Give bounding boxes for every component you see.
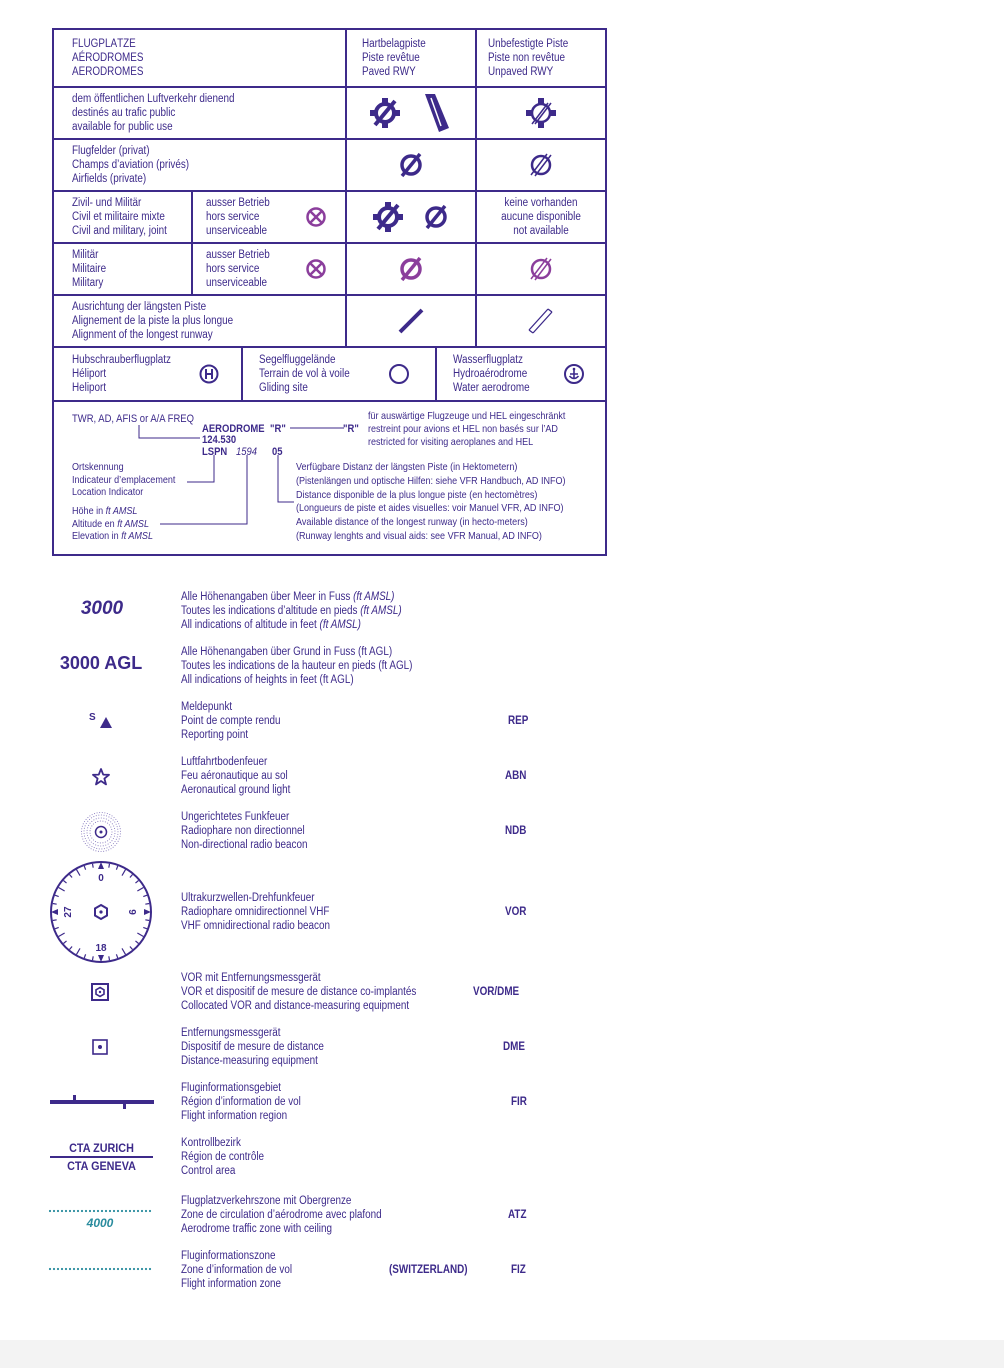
vor-compass-rose-icon xyxy=(49,860,153,964)
vor-dme-description: VOR mit Entfernungsmessgerät VOR et dispositif de mesure de distance co-implantés Collocated VOR and distance-measuring equipment xyxy=(181,972,417,1012)
civil-military-paved-symbols xyxy=(346,191,476,243)
fiz-abbreviation: FIZ xyxy=(511,1264,526,1276)
joint-aerodrome-icon xyxy=(372,201,404,233)
vor-abbreviation: VOR xyxy=(505,906,527,918)
row-longest-runway: Ausrichtung der längsten Piste Alignement de la piste la plus longue Alignment of the longest runway xyxy=(53,295,346,347)
row-special-aerodromes xyxy=(53,347,606,401)
ground-light-description: Luftfahrtbodenfeuer Feu aéronautique au sol Aeronautical ground light xyxy=(181,756,291,796)
heliport-icon xyxy=(199,364,219,384)
longest-runway-unpaved xyxy=(476,295,606,347)
header-unpaved: Unbefestigte Piste Piste non revêtue Unpaved RWY xyxy=(476,29,606,87)
restricted-note: für auswärtige Flugzeuge und HEL eingeschränkt restreint pour avions et HEL non basés sur l’AD restricted for visiting aeroplanes and HEL xyxy=(368,410,566,448)
vor-description: Ultrakurzwellen-Drehfunkfeuer Radiophare omnidirectionnel VHF VHF omnidirectional radio beacon xyxy=(181,892,330,932)
atz-description: Flugplatzverkehrszone mit Obergrenze Zone de circulation d’aérodrome avec plafond Aerodrome traffic zone with ceiling xyxy=(181,1195,382,1235)
page-bottom-band xyxy=(0,1340,1004,1368)
airfield-unpaved-icon xyxy=(527,151,555,179)
water-aerodrome-cell: Wasserflugplatz Hydroaérodrome Water aerodrome xyxy=(437,348,605,400)
svg-text:0: 0 xyxy=(98,873,104,884)
reporting-point-description: Meldepunkt Point de compte rendu Reporting point xyxy=(181,701,281,741)
public-unpaved-symbols xyxy=(476,87,606,139)
vor-dme-icon xyxy=(91,983,109,1001)
cta-boundary-symbol: CTA ZURICH CTA GENEVA xyxy=(50,1141,153,1173)
star-icon xyxy=(92,768,110,786)
fir-description: Fluginformationsgebiet Région d’information de vol Flight information region xyxy=(181,1082,301,1122)
private-paved-symbol xyxy=(346,139,476,191)
ndb-icon xyxy=(80,811,122,853)
gliding-site-icon xyxy=(388,363,410,385)
aerodrome-legend-table xyxy=(52,28,607,556)
row-public-use: dem öffentlichen Luftverkehr dienend destinés au trafic public available for public use xyxy=(53,87,346,139)
dme-abbreviation: DME xyxy=(503,1041,525,1053)
height-description: Alle Höhenangaben über Grund in Fuss (ft AGL) Toutes les indications de la hauteur en pieds (ft AGL) All indications of heights in feet (ft AGL) xyxy=(181,646,413,686)
runway-alignment-paved-icon xyxy=(397,307,425,335)
fir-boundary-icon xyxy=(50,1094,154,1110)
altitude-description: Alle Höhenangaben über Meer in Fuss (ft AMSL) Toutes les indications d’altitude en pieds (ft AMSL) All indications of altitude in feet (ft AMSL) xyxy=(181,591,402,631)
military-unserviceable-icon xyxy=(305,258,327,280)
reporting-point-icon xyxy=(88,710,114,732)
header-paved: Hartbelagpiste Piste revêtue Paved RWY xyxy=(346,29,476,87)
military-unpaved-icon xyxy=(527,255,555,283)
svg-text:18: 18 xyxy=(95,943,107,954)
ndb-description: Ungerichtetes Funkfeuer Radiophare non directionnel Non-directional radio beacon xyxy=(181,811,308,851)
fiz-country-note: (SWITZERLAND) xyxy=(389,1264,468,1276)
runway-alignment-unpaved-icon xyxy=(527,307,555,335)
military-out-of-service: ausser Betrieb hors service unserviceable xyxy=(192,243,346,295)
ndb-abbreviation: NDB xyxy=(505,825,527,837)
airfield-paved-icon xyxy=(397,151,425,179)
fiz-description: Fluginformationszone Zone d’information de vol Flight information zone xyxy=(181,1250,293,1290)
svg-text:27: 27 xyxy=(63,906,74,918)
cta-description: Kontrollbezirk Région de contrôle Control area xyxy=(181,1137,265,1177)
gliding-cell: Segelfluggelände Terrain de vol à voile Gliding site xyxy=(243,348,437,400)
military-unpaved-symbol xyxy=(476,243,606,295)
military-paved-icon xyxy=(397,255,425,283)
dme-description: Entfernungsmessgerät Dispositif de mesure de distance Distance-measuring equipment xyxy=(181,1027,324,1067)
svg-text:S: S xyxy=(89,712,96,723)
aerodrome-unpaved-icon xyxy=(525,97,557,129)
fiz-boundary-icon xyxy=(48,1266,154,1272)
row-private: Flugfelder (privat) Champs d’aviation (privés) Airfields (private) xyxy=(53,139,346,191)
height-agl-symbol: 3000 AGL xyxy=(59,653,143,673)
abn-abbreviation: ABN xyxy=(505,770,527,782)
altitude-symbol: 3000 xyxy=(80,598,124,619)
runway-pattern-icon xyxy=(421,92,453,134)
dme-icon xyxy=(92,1039,108,1055)
distance-note: Verfügbare Distanz der längsten Piste (in Hektometern) (Pistenlängen und optische Hilfen: siehe VFR Handbuch, AD INFO) Distance disponible de la plus longue piste (en hectomètres) (Longueurs de piste et aides visuelles: voir Manuel VFR, AD INFO) Available distance of the longest runway (in hecto-meters) (Runway lenghts and visual aids: see VFR Manual, AD INFO) xyxy=(296,461,566,542)
private-unpaved-symbol xyxy=(476,139,606,191)
atz-ceiling-label: 4000 xyxy=(86,1216,114,1230)
military-paved-symbol xyxy=(346,243,476,295)
unserviceable-icon xyxy=(305,206,327,228)
heliport-cell: Hubschrauberflugplatz Héliport Heliport xyxy=(54,348,243,400)
elevation-note: Höhe in ft AMSL Altitude en ft AMSL Elevation in ft AMSL xyxy=(72,505,153,542)
aerodrome-paved-icon xyxy=(369,97,401,129)
civil-military-out-of-service: ausser Betrieb hors service unserviceable xyxy=(192,191,346,243)
location-indicator-note: Ortskennung Indicateur d’emplacement Location Indicator xyxy=(72,461,176,498)
header-aerodromes: FLUGPLÄTZE AÉRODROMES AERODROMES xyxy=(53,29,346,87)
longest-runway-paved xyxy=(346,295,476,347)
rep-abbreviation: REP xyxy=(508,715,529,727)
svg-text:9: 9 xyxy=(126,909,137,915)
joint-airfield-icon xyxy=(422,203,450,231)
public-paved-symbols xyxy=(346,87,476,139)
example-cell: TWR, AD, AFIS or A/A FREQ AERODROME "R" "R" 124.530 LSPN 1594 05 für auswärtige Flugzeuge und HEL eingeschränkt restreint pour avions et HEL non basés sur l’AD restricted for visiting aeroplanes and HEL Ortskennung Indicateur d’emplacement Location Indicator Höhe in ft AMSL Altitude en ft AMSL Elevation in ft AMSL Verfügbare Distanz der längsten Piste (in Hektometern) (Pistenlängen und optische Hilfen: siehe VFR Handbuch, AD INFO) Distance disponible de la plus longue piste (en hectomètres) (Longueurs de piste et aides visuelles: voir Manuel VFR, AD INFO) Available distance of the longest runway (in hecto-meters) (Runway lenghts and visual aids: see VFR Manual, AD INFO) xyxy=(53,401,606,555)
civil-military-not-available: keine vorhanden aucune disponible not available xyxy=(476,191,606,243)
row-military: Militär Militaire Military xyxy=(53,243,192,295)
atz-abbreviation: ATZ xyxy=(508,1209,527,1221)
fir-abbreviation: FIR xyxy=(511,1096,527,1108)
anchor-icon xyxy=(563,363,585,385)
atz-boundary-icon xyxy=(48,1208,154,1214)
vor-dme-abbreviation: VOR/DME xyxy=(473,986,520,998)
row-civil-military: Zivil- und Militär Civil et militaire mixte Civil and military, joint xyxy=(53,191,192,243)
